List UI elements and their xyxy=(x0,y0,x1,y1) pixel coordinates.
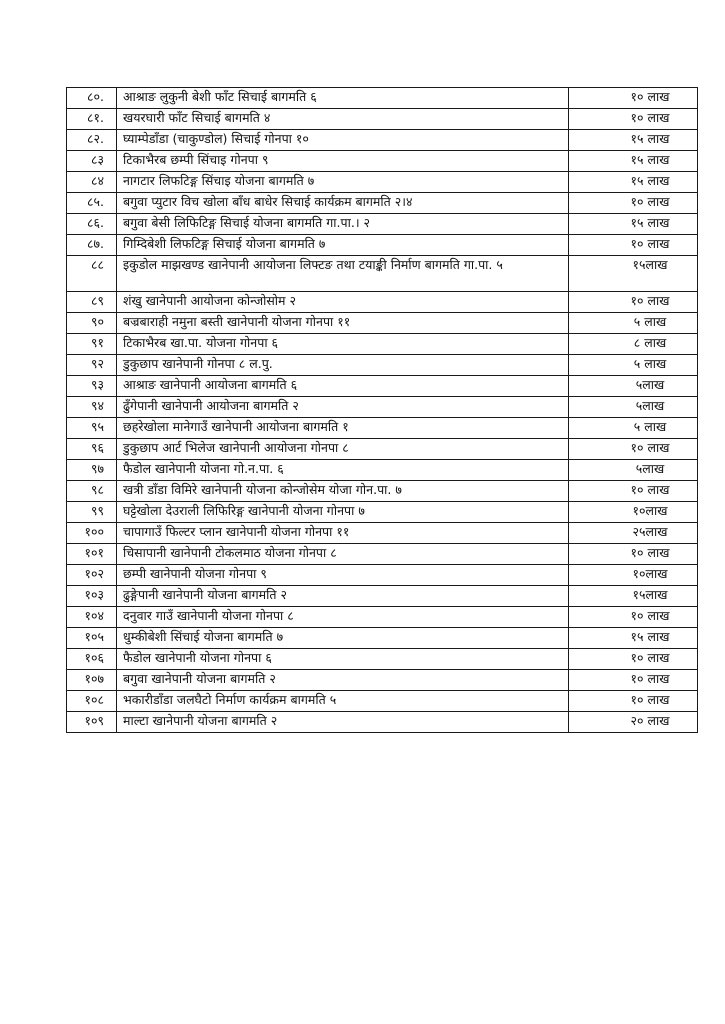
amount-cell: ५लाख xyxy=(569,376,698,397)
amount-cell: १० लाख xyxy=(569,235,698,256)
project-name-cell: इकुडोल माझखण्ड खानेपानी आयोजना लिफ्टङ तथा टयाङ्की निर्माण बागमति गा.पा. ५ xyxy=(117,256,569,292)
project-name-cell: आश्राङ लुकुनी बेशी फाँट सिचाई बागमति ६ xyxy=(117,88,569,109)
project-name-cell: भकारीडाँडा जलघैटो निर्माण कार्यक्रम बागमति ५ xyxy=(117,691,569,712)
amount-cell: १५ लाख xyxy=(569,151,698,172)
serial-number-cell: १०३ xyxy=(67,586,117,607)
serial-number-cell: १०७ xyxy=(67,670,117,691)
serial-number-cell: १०९ xyxy=(67,712,117,733)
serial-number-cell: १०८ xyxy=(67,691,117,712)
project-name-cell: डुकुछाप खानेपानी गोनपा ८ ल.पु. xyxy=(117,355,569,376)
amount-cell: ५लाख xyxy=(569,460,698,481)
serial-number-cell: १०६ xyxy=(67,649,117,670)
table-row xyxy=(67,712,698,733)
project-name-cell: घ्याम्पेडाँडा (चाकुण्डोल) सिचाई गोनपा १० xyxy=(117,130,569,151)
amount-cell: १० लाख xyxy=(569,544,698,565)
amount-cell: १० लाख xyxy=(569,193,698,214)
serial-number-cell: ९३ xyxy=(67,376,117,397)
project-name-cell: शंखु खानेपानी आयोजना कोन्जोसोम २ xyxy=(117,292,569,313)
project-name-cell: फैडोल खानेपानी योजना गोनपा ६ xyxy=(117,649,569,670)
serial-number-cell: ८६. xyxy=(67,214,117,235)
table-row xyxy=(67,544,698,565)
amount-cell: ५ लाख xyxy=(569,418,698,439)
table-row xyxy=(67,256,698,292)
serial-number-cell: ८९ xyxy=(67,292,117,313)
serial-number-cell: ९७ xyxy=(67,460,117,481)
amount-cell: १० लाख xyxy=(569,649,698,670)
serial-number-cell: १०१ xyxy=(67,544,117,565)
serial-number-cell: ८७. xyxy=(67,235,117,256)
amount-cell: १५ लाख xyxy=(569,130,698,151)
table-row xyxy=(67,376,698,397)
table-row xyxy=(67,172,698,193)
project-name-cell: टिकाभैरब छम्पी सिंचाइ गोनपा ९ xyxy=(117,151,569,172)
table-row xyxy=(67,607,698,628)
amount-cell: १०लाख xyxy=(569,502,698,523)
serial-number-cell: ८२. xyxy=(67,130,117,151)
project-name-cell: माल्टा खानेपानी योजना बागमति २ xyxy=(117,712,569,733)
amount-cell: १० लाख xyxy=(569,292,698,313)
project-name-cell: चिसापानी खानेपानी टोकलमाठ योजना गोनपा ८ xyxy=(117,544,569,565)
serial-number-cell: १०० xyxy=(67,523,117,544)
project-name-cell: बगुवा खानेपानी योजना बागमति २ xyxy=(117,670,569,691)
table-row xyxy=(67,88,698,109)
table-row xyxy=(67,130,698,151)
serial-number-cell: ८१. xyxy=(67,109,117,130)
table-row xyxy=(67,292,698,313)
project-name-cell: डुकुछाप आर्ट भिलेज खानेपानी आयोजना गोनपा ८ xyxy=(117,439,569,460)
serial-number-cell: १०४ xyxy=(67,607,117,628)
amount-cell: ५लाख xyxy=(569,397,698,418)
amount-cell: १५ लाख xyxy=(569,172,698,193)
table-row xyxy=(67,355,698,376)
project-name-cell: दनुवार गाउँ खानेपानी योजना गोनपा ८ xyxy=(117,607,569,628)
amount-cell: १० लाख xyxy=(569,607,698,628)
amount-cell: १० लाख xyxy=(569,109,698,130)
table-row xyxy=(67,397,698,418)
project-name-cell: बगुवा प्युटार विच खोला बाँध बाधेर सिचाई कार्यक्रम बागमति २।४ xyxy=(117,193,569,214)
serial-number-cell: ९० xyxy=(67,313,117,334)
amount-cell: १० लाख xyxy=(569,691,698,712)
serial-number-cell: १०५ xyxy=(67,628,117,649)
table-row xyxy=(67,523,698,544)
serial-number-cell: ९१ xyxy=(67,334,117,355)
serial-number-cell: ९६ xyxy=(67,439,117,460)
project-name-cell: खत्री डाँडा विमिरे खानेपानी योजना कोन्जोसेम योजा गोन.पा. ७ xyxy=(117,481,569,502)
table-row xyxy=(67,109,698,130)
table-row xyxy=(67,502,698,523)
table-row xyxy=(67,691,698,712)
project-name-cell: गिम्दिबेशी लिफटिङ्ग सिचाई योजना बागमति ७ xyxy=(117,235,569,256)
serial-number-cell: ९५ xyxy=(67,418,117,439)
project-name-cell: घट्टेखोला देउराली लिफिरिङ्ग खानेपानी योजना गोनपा ७ xyxy=(117,502,569,523)
amount-cell: १० लाख xyxy=(569,439,698,460)
document-page xyxy=(66,87,697,733)
project-name-cell: खयरघारी फाँट सिचाई बागमति ४ xyxy=(117,109,569,130)
amount-cell: ५ लाख xyxy=(569,355,698,376)
amount-cell: ८ लाख xyxy=(569,334,698,355)
serial-number-cell: ८४ xyxy=(67,172,117,193)
project-name-cell: छम्पी खानेपानी योजना गोनपा ९ xyxy=(117,565,569,586)
table-row xyxy=(67,439,698,460)
project-name-cell: ढुङ्गेपानी खानेपानी योजना बागमति २ xyxy=(117,586,569,607)
project-name-cell: चापागाउँ फिल्टर प्लान खानेपानी योजना गोनपा ११ xyxy=(117,523,569,544)
table-row xyxy=(67,334,698,355)
amount-cell: १० लाख xyxy=(569,481,698,502)
amount-cell: ५ लाख xyxy=(569,313,698,334)
table-row xyxy=(67,649,698,670)
table-row xyxy=(67,313,698,334)
amount-cell: २० लाख xyxy=(569,712,698,733)
amount-cell: २५लाख xyxy=(569,523,698,544)
project-name-cell: नागटार लिफटिङ्ग सिंचाइ योजना बागमति ७ xyxy=(117,172,569,193)
table-row xyxy=(67,214,698,235)
serial-number-cell: ९४ xyxy=(67,397,117,418)
table-row xyxy=(67,586,698,607)
amount-cell: १० लाख xyxy=(569,88,698,109)
serial-number-cell: १०२ xyxy=(67,565,117,586)
serial-number-cell: ८५. xyxy=(67,193,117,214)
serial-number-cell: ९९ xyxy=(67,502,117,523)
project-name-cell: आश्राङ खानेपानी आयोजना बागमति ६ xyxy=(117,376,569,397)
table-row xyxy=(67,235,698,256)
amount-cell: १५लाख xyxy=(569,586,698,607)
serial-number-cell: ८०. xyxy=(67,88,117,109)
project-name-cell: धुम्कीबेशी सिंचाई योजना बागमति ७ xyxy=(117,628,569,649)
project-name-cell: टिकाभैरब खा.पा. योजना गोनपा ६ xyxy=(117,334,569,355)
table-row xyxy=(67,670,698,691)
table-row xyxy=(67,151,698,172)
serial-number-cell: ९८ xyxy=(67,481,117,502)
table-row xyxy=(67,628,698,649)
project-name-cell: बगुवा बेसी लिफिटिङ्ग सिचाई योजना बागमति गा.पा.। २ xyxy=(117,214,569,235)
serial-number-cell: ८३ xyxy=(67,151,117,172)
table-row xyxy=(67,418,698,439)
table-row xyxy=(67,460,698,481)
serial-number-cell: ८८ xyxy=(67,256,117,292)
project-budget-table xyxy=(66,87,698,733)
table-body xyxy=(67,88,698,733)
amount-cell: १०लाख xyxy=(569,565,698,586)
project-name-cell: छहरेखोला मानेगाउँ खानेपानी आयोजना बागमति १ xyxy=(117,418,569,439)
table-row xyxy=(67,481,698,502)
serial-number-cell: ९२ xyxy=(67,355,117,376)
project-name-cell: फैडोल खानेपानी योजना गो.न.पा. ६ xyxy=(117,460,569,481)
table-row xyxy=(67,193,698,214)
amount-cell: १५ लाख xyxy=(569,628,698,649)
amount-cell: १० लाख xyxy=(569,670,698,691)
project-name-cell: बज्रबाराही नमुना बस्ती खानेपानी योजना गोनपा ११ xyxy=(117,313,569,334)
amount-cell: १५ लाख xyxy=(569,214,698,235)
amount-cell: १५लाख xyxy=(569,256,698,292)
table-row xyxy=(67,565,698,586)
project-name-cell: ढुँगेपानी खानेपानी आयोजना बागमति २ xyxy=(117,397,569,418)
